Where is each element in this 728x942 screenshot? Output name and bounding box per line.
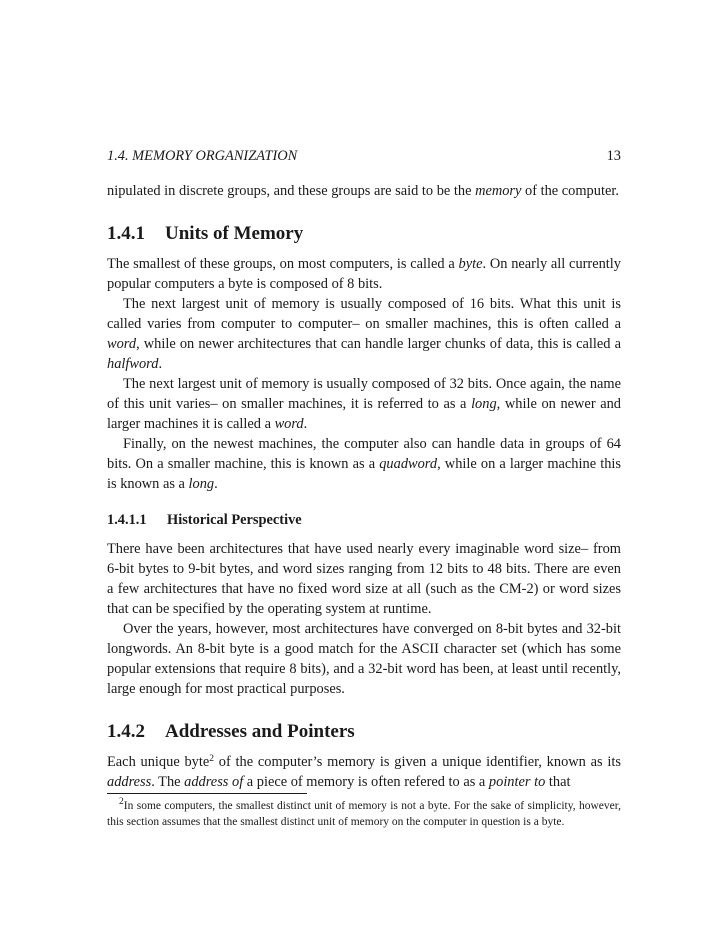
footnote-number: 2 [119,797,124,807]
intro-text-1: nipulated in discrete groups, and these groups are said to be the [107,183,476,199]
text-run: . [303,416,308,432]
section-number: 1.4.2 [107,721,145,742]
units-paragraph-1 [107,254,621,294]
subsection-number: 1.4.1.1 [107,512,147,528]
section-number: 1.4.1 [107,223,145,244]
page-content [107,146,621,830]
footnote-marker: 2 [209,754,215,764]
term-word: word [107,336,137,352]
subsection-heading-history [107,510,621,530]
intro-text-2: of the computer. [521,183,619,199]
text-run: . On nearly all currently popular computers a byte is composed of 8 bits. [107,256,621,292]
intro-paragraph [107,181,621,201]
addresses-paragraph-1 [107,752,621,792]
term-pointer-to: pointer to [488,774,546,790]
section-title: Units of Memory [165,223,304,244]
term-word: word [274,416,304,432]
term-byte: byte [458,256,483,272]
text-run: . The [151,774,185,790]
footnote-body [107,798,621,830]
page-number: 13 [606,148,621,164]
term-long: long [471,396,497,412]
term-address: address [107,774,152,790]
text-run: of the computer’s memory is given a unique identifier, known as its [214,754,621,770]
text-run: Finally, on the newest machines, the computer also can handle data in groups of 64 bits. On a smaller machine, this is known as a [107,436,621,472]
text-run: The smallest of these groups, on most computers, is called a [107,256,459,272]
text-run: , while on a larger machine this is known as a [107,456,621,492]
intro-term-memory: memory [475,183,522,199]
units-paragraph-3 [107,374,621,434]
units-paragraph-2 [107,294,621,374]
term-long: long [188,476,215,492]
term-address-of: address of [184,774,244,790]
term-quadword: quadword [379,456,438,472]
text-run: Each unique byte [107,754,210,770]
section-heading-units [107,222,621,246]
text-run: , while on newer and larger machines it is called a [107,396,621,432]
section-heading-addresses [107,720,621,744]
subsection-title: Historical Perspective [167,512,302,528]
running-title: 1.4. MEMORY ORGANIZATION [107,148,298,164]
text-run: a piece of memory is often refered to as a [243,774,489,790]
section-title: Addresses and Pointers [165,721,355,742]
footnote-text: In some computers, the smallest distinct unit of memory is not a byte. For the sake of simplicity, however, this section assumes that the smallest distinct unit of memory on the computer in question is a byte. [107,800,621,828]
history-paragraph-2: Over the years, however, most architectures have converged on 8-bit bytes and 32-bit longwords. An 8-bit byte is a good match for the ASCII character set (which has some popular extensions that require 8 bits), and a 32-bit word has been, at least until recently, large enough for most practical purposes. [107,621,621,697]
text-run: . [158,356,163,372]
footnote [107,798,621,830]
history-paragraph-1: There have been architectures that have used nearly every imaginable word size– from 6-bit bytes to 9-bit bytes, and word sizes ranging from 12 bits to 48 bits. There are even a few architectures that have no fixed word size at all (such as the CM-2) or word sizes that can be specified by the operating system at runtime. [107,541,621,617]
text-run: The next largest unit of memory is usually composed of 32 bits. Once again, the name of this unit varies– on smaller machines, it is referred to as a [107,376,621,412]
text-run: , while on newer architectures that can handle larger chunks of data, this is called a [136,336,621,352]
text-run: that [545,774,571,790]
text-run: . [214,476,218,492]
running-header [107,146,621,166]
term-halfword: halfword [107,356,159,372]
text-run: The next largest unit of memory is usually composed of 16 bits. What this unit is called varies from computer to computer– on smaller machines, this is often called a [107,296,621,332]
units-paragraph-4 [107,434,621,494]
footnote-divider [107,793,307,794]
